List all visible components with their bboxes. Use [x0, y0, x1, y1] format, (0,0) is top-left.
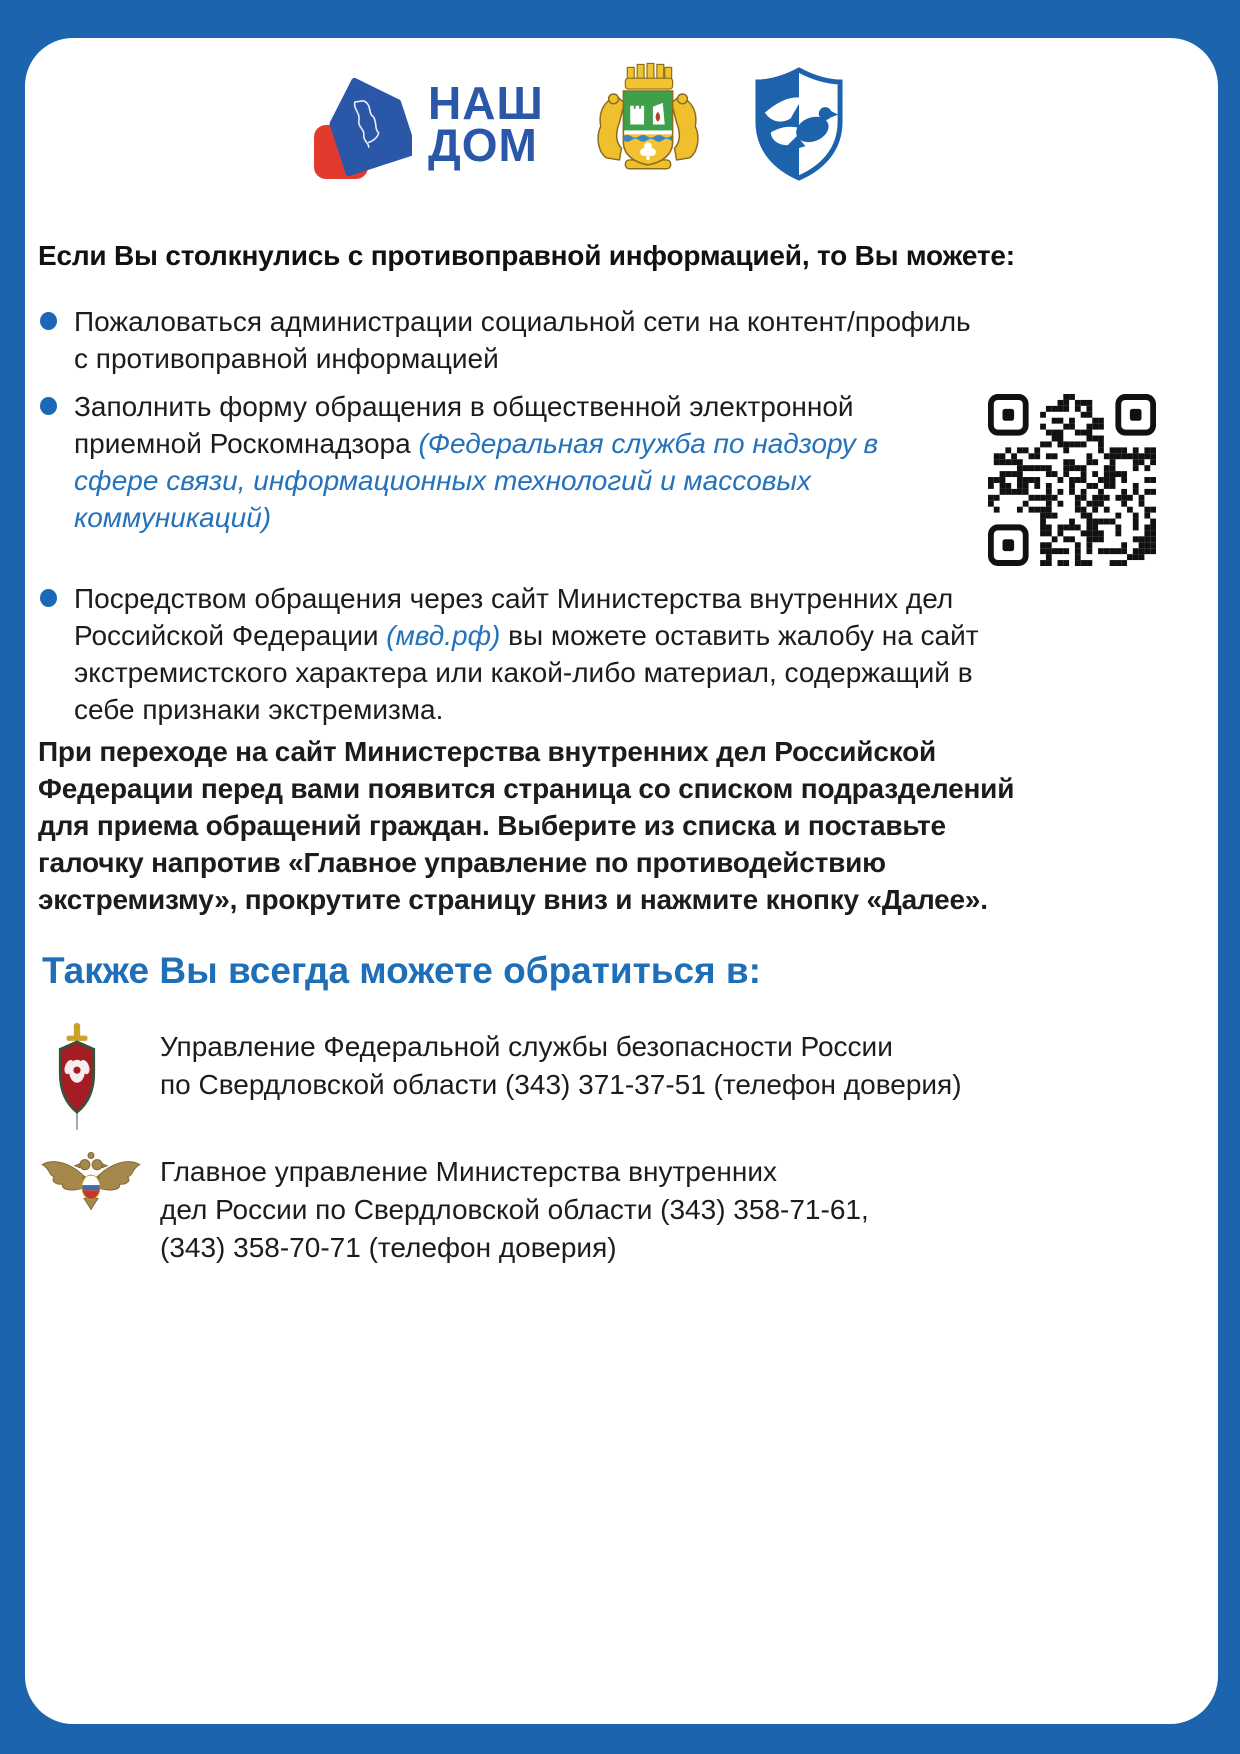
bullet-item-2: [40, 388, 894, 536]
nash-dom-wordmark: [428, 77, 544, 171]
contact-fsb-line-1: Управление Федеральной службы безопасности России: [160, 1031, 893, 1062]
bullet-1-text: [74, 303, 979, 377]
nash-dom-logo: [312, 65, 544, 183]
qr-code: [988, 394, 1156, 566]
nash-dom-word-2: ДОМ: [428, 119, 538, 171]
bullet-2-highlight: (Федеральная служба по надзору в сфере связи, информационных технологий и массовых коммуникаций): [74, 428, 879, 533]
bullet-3-highlight: (мвд.рф): [386, 620, 501, 651]
logo-row: [312, 56, 846, 192]
yekaterinburg-coat-of-arms-icon: [584, 57, 712, 191]
bullet-3-text: [74, 580, 1004, 728]
bullet-item-1: [40, 303, 979, 377]
bullet-2-text-span: Заполнить форму обращения в общественной электронной приемной Роскомнадзора: [74, 391, 854, 459]
contact-mvd-line-1: Главное управление Министерства внутренних: [160, 1156, 777, 1187]
contacts-heading: Также Вы всегда можете обратиться в:: [42, 950, 761, 991]
contact-mvd: [160, 1153, 869, 1267]
bullet-dot-icon: [40, 312, 57, 330]
dove-shield-icon: [752, 66, 846, 182]
fsb-emblem-icon: [56, 1022, 98, 1132]
bullet-1-text-span: Пожаловаться администрации социальной сети на контент/профиль с противоправной информацией: [74, 306, 971, 374]
bullet-dot-icon: [40, 397, 57, 415]
contact-fsb-line-2: по Свердловской области (343) 371-37-51 (телефон доверия): [160, 1069, 962, 1100]
nash-dom-house-icon: [312, 65, 412, 183]
bullet-3-text-after: вы можете оставить жалобу на сайт экстремистского характера или какой-либо материал, содержащий в себе признаки экстремизма.: [74, 620, 979, 725]
intro-heading: Если Вы столкнулись с противоправной информацией, то Вы можете:: [38, 240, 1015, 271]
contact-mvd-line-3: (343) 358-70-71 (телефон доверия): [160, 1232, 617, 1263]
bullet-3-text-span: Посредством обращения через сайт Министерства внутренних дел Российской Федерации: [74, 583, 954, 651]
contact-mvd-line-2: дел России по Свердловской области (343) 358-71-61,: [160, 1194, 869, 1225]
bullet-dot-icon: [40, 589, 57, 607]
mvd-emblem-icon: [40, 1150, 142, 1212]
contact-fsb: [160, 1028, 962, 1104]
bullet-2-text: [74, 388, 894, 536]
bullet-item-3: [40, 580, 1004, 728]
nash-dom-word-1: НАШ: [428, 77, 544, 129]
instruction-paragraph: При переходе на сайт Министерства внутренних дел Российской Федерации перед вами появится страница со списком подразделений для приема обращений граждан. Выберите из списка и поставьте галочку напротив «Главное управление по противодействию экстремизму», прокрутите страницу вниз и нажмите кнопку «Далее».: [38, 736, 1015, 915]
